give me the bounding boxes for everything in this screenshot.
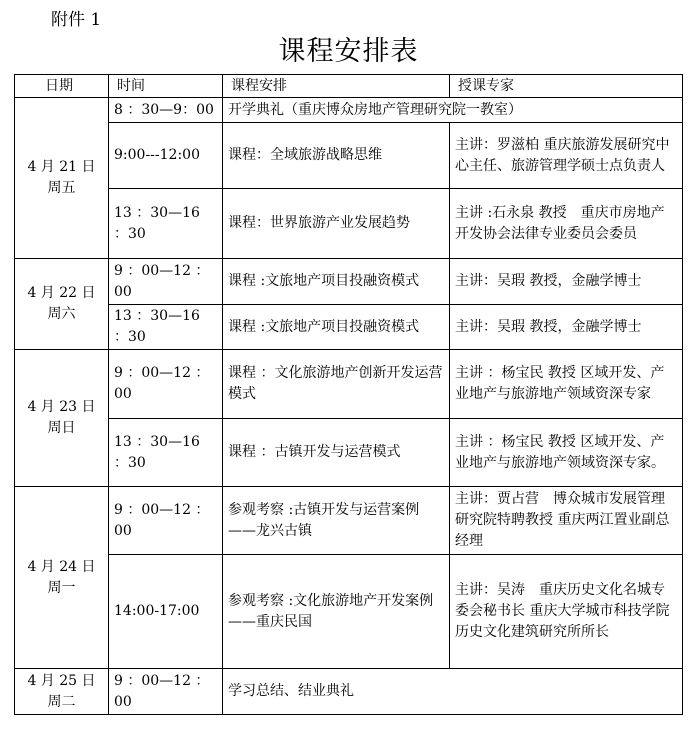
- date-cell: [15, 259, 109, 350]
- time-cell: 9 ：00—12 ：00: [109, 350, 223, 419]
- expert-cell: 主讲：贾占营 博众城市发展管理研究院特聘教授 重庆两江置业副总经理: [450, 487, 683, 555]
- date-cell: [15, 350, 109, 487]
- expert-cell: 主讲 :石永泉 教授 重庆市房地产开发协会法律专业委员会委员: [450, 189, 683, 259]
- weekday-line: 周日: [47, 420, 76, 436]
- course-cell: 课程 :文旅地产项目投融资模式: [223, 259, 450, 305]
- expert-cell: 主讲 ：杨宝民 教授 区域开发、产业地产与旅游地产领域资深专家。: [450, 419, 683, 487]
- expert-cell: 主讲 ：杨宝民 教授 区域开发、产业地产与旅游地产领域资深专家: [450, 350, 683, 419]
- schedule-table: [14, 74, 683, 715]
- header-course: 课程安排: [223, 75, 450, 98]
- weekday-line: 周二: [47, 693, 76, 710]
- date-line: 4 月 23 日: [27, 399, 96, 415]
- page-title: 课程安排表: [278, 36, 419, 67]
- table-row: [15, 123, 683, 189]
- date-line: 4 月 24 日: [27, 558, 96, 575]
- expert-cell: 主讲：吴瑕 教授，金融学博士: [450, 305, 683, 350]
- time-cell: 13 ：30—16 ：30: [109, 305, 223, 350]
- course-cell: 参观考察 :古镇开发与运营案例——龙兴古镇: [223, 487, 450, 555]
- time-cell: 9:00---12:00: [109, 123, 223, 189]
- table-row: [15, 419, 683, 487]
- weekday-line: 周一: [47, 579, 76, 596]
- date-line: 4 月 25 日: [27, 672, 96, 689]
- time-cell: 9 ：00—12 ：00: [109, 487, 223, 555]
- table-row: [15, 555, 683, 669]
- course-cell: 课程：世界旅游产业发展趋势: [223, 189, 450, 259]
- time-cell: 9 ：00—12 ：00: [109, 259, 223, 305]
- table-row: [15, 669, 683, 715]
- table-row: [15, 350, 683, 419]
- expert-cell: 主讲：吴瑕 教授，金融学博士: [450, 259, 683, 305]
- course-cell: 开学典礼（重庆博众房地产管理研究院一教室）: [223, 98, 683, 123]
- course-cell: 课程 :文旅地产项目投融资模式: [223, 305, 450, 350]
- table-row: [15, 98, 683, 123]
- time-cell: 13 ：30—16 ：30: [109, 189, 223, 259]
- course-cell: 课程：全域旅游战略思维: [223, 123, 450, 189]
- date-line: 4 月 21 日: [27, 159, 96, 175]
- time-cell: 8 ：30—9：00: [109, 98, 223, 123]
- table-header-row: [15, 75, 683, 98]
- expert-cell: 主讲：吴涛 重庆历史文化名城专委会秘书长 重庆大学城市科技学院历史文化建筑研究所所长: [450, 555, 683, 669]
- course-cell: 课程 ：文化旅游地产创新开发运营模式: [223, 350, 450, 419]
- date-line: 4 月 22 日: [27, 285, 96, 301]
- table-row: [15, 305, 683, 350]
- course-cell: 参观考察 :文化旅游地产开发案例——重庆民国: [223, 555, 450, 669]
- weekday-line: 周六: [47, 306, 76, 322]
- table-row: [15, 259, 683, 305]
- header-date: 日期: [15, 75, 109, 98]
- expert-cell: 主讲：罗滋柏 重庆旅游发展研究中心主任、旅游管理学硕士点负责人: [450, 123, 683, 189]
- header-time: 时间: [109, 75, 223, 98]
- table-row: [15, 487, 683, 555]
- time-cell: 13 ：30—16 ：30: [109, 419, 223, 487]
- date-cell: [15, 487, 109, 669]
- course-cell: 课程 ：古镇开发与运营模式: [223, 419, 450, 487]
- attachment-label: 附件 1: [51, 10, 102, 30]
- table-row: [15, 189, 683, 259]
- header-expert: 授课专家: [450, 75, 683, 98]
- date-cell: [15, 669, 109, 715]
- time-cell: 14:00-17:00: [109, 555, 223, 669]
- course-cell: 学习总结、结业典礼: [223, 669, 683, 715]
- time-cell: 9 ：00—12 ：00: [109, 669, 223, 715]
- weekday-line: 周五: [47, 180, 76, 196]
- date-cell: [15, 98, 109, 259]
